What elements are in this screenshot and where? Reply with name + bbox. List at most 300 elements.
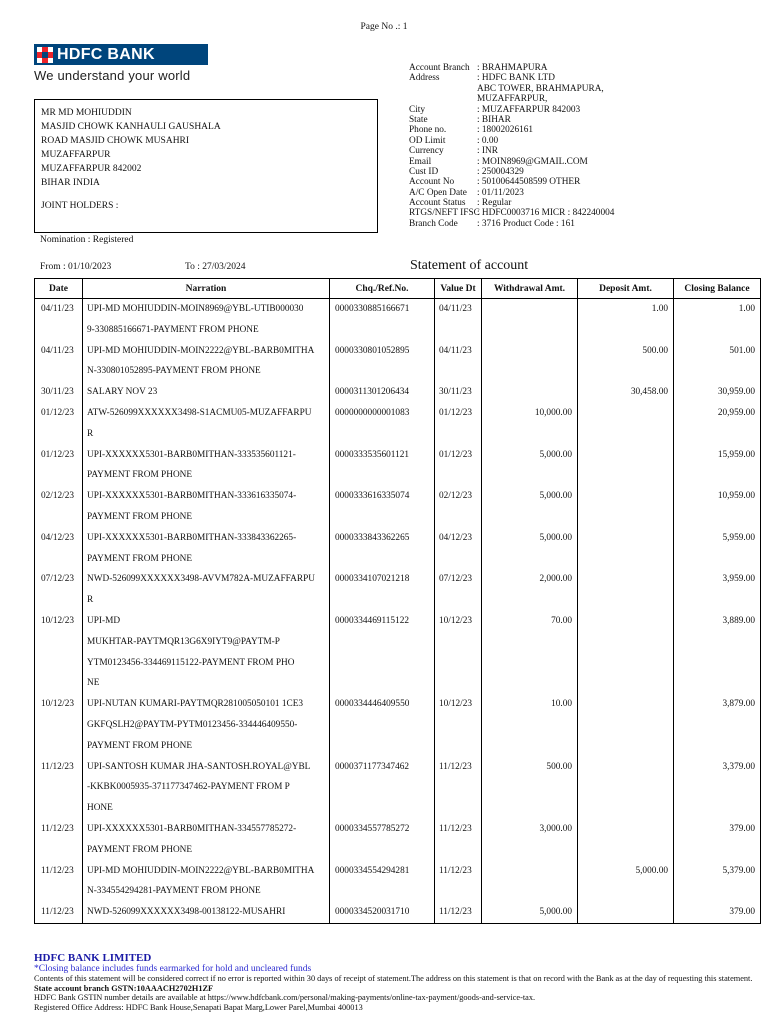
statement-period: [40, 262, 380, 272]
cell-ref-text: 0000330801052895: [335, 345, 410, 356]
cell-ref: [330, 486, 435, 528]
narration-line: UPI-XXXXXX5301-BARB0MITHAN-333535601121-: [87, 449, 296, 460]
narration-line: N-330801052895-PAYMENT FROM PHONE: [87, 366, 261, 377]
cell-withdrawal: [482, 299, 578, 341]
cell-deposit: [578, 299, 674, 341]
cell-withdrawal-text: [482, 382, 577, 403]
cell-value-date-text: 11/12/23: [439, 761, 472, 772]
col-header-date: Date: [35, 279, 83, 299]
narration-line: NE: [87, 678, 100, 689]
cell-withdrawal: [482, 757, 578, 819]
footer-closing-note: *Closing balance includes funds earmarked for hold and uncleared funds: [34, 964, 312, 974]
narration-line: UPI-MD MOHIUDDIN-MOIN2222@YBL-BARB0MITHA: [87, 345, 315, 356]
narration-line: PAYMENT FROM PHONE: [87, 553, 193, 564]
narration-line: PAYMENT FROM PHONE: [87, 844, 193, 855]
account-info-row: [409, 167, 749, 177]
account-info-value: : BRAHMAPURA: [477, 63, 548, 73]
account-info-key: Account Branch: [409, 63, 470, 73]
customer-line: BIHAR INDIA: [41, 178, 100, 188]
cell-ref-text: 0000334557785272: [335, 823, 410, 834]
nomination-status: Nomination : Registered: [40, 235, 134, 245]
narration-line: UPI-XXXXXX5301-BARB0MITHAN-333843362265-: [87, 532, 297, 543]
col-header-value-date: Value Dt: [435, 279, 482, 299]
cell-date-text: 10/12/23: [41, 699, 75, 710]
cell-value-date-text: 04/12/23: [439, 532, 473, 543]
account-info-value: : Regular: [477, 198, 512, 209]
cell-balance: [674, 611, 761, 694]
transactions-table: [34, 278, 761, 924]
cell-withdrawal-text: 70.00: [551, 615, 572, 626]
transactions-body: [35, 299, 761, 924]
narration-line: UPI-MD: [87, 615, 121, 626]
table-row: [35, 694, 761, 756]
cell-withdrawal: [482, 902, 578, 923]
account-info-value: : 3716 Product Code : 161: [477, 218, 575, 229]
cell-ref-text: 0000311301206434: [335, 387, 410, 398]
account-info-row: [409, 105, 749, 115]
cell-date: [35, 611, 83, 694]
cell-withdrawal-text: [482, 299, 577, 320]
cell-value-date: [435, 611, 482, 694]
cell-deposit: [578, 569, 674, 611]
cell-narration: [83, 902, 330, 923]
cell-date-text: 02/12/23: [41, 491, 75, 502]
cell-balance: [674, 528, 761, 570]
narration-line: R: [87, 428, 94, 439]
cell-date-text: 30/11/23: [41, 387, 74, 398]
account-info-row: [409, 157, 749, 167]
cell-value-date-text: 04/11/23: [439, 304, 472, 314]
account-info-row: [409, 177, 749, 187]
cell-deposit-text: [578, 445, 673, 466]
account-info-key: Account No: [409, 177, 455, 188]
account-info-key: OD Limit: [409, 135, 446, 146]
bank-name: HDFC BANK: [57, 45, 155, 63]
cell-ref: [330, 902, 435, 923]
table-row: [35, 382, 761, 403]
cell-balance-text: 3,889.00: [722, 615, 755, 626]
cell-ref: [330, 569, 435, 611]
cell-ref-text: 0000334469115122: [335, 615, 410, 626]
footer-gstin-info: HDFC Bank GSTIN number details are available at https://www.hdfcbank.com/personal/making-payments/online-tax-payment/goods-and-service-tax.: [34, 993, 536, 1003]
account-info-key: Email: [409, 156, 432, 167]
account-info-value: MUZAFFARPUR,: [477, 94, 548, 105]
narration-line: NWD-526099XXXXXX3498-AVVM782A-MUZAFFARPU: [87, 574, 315, 585]
cell-ref: [330, 382, 435, 403]
cell-value-date: [435, 382, 482, 403]
customer-line: MUZAFFARPUR 842002: [41, 164, 142, 174]
cell-deposit: [578, 611, 674, 694]
cell-withdrawal-text: [482, 861, 577, 882]
bank-tagline: We understand your world: [34, 68, 191, 83]
narration-line: UPI-MD MOHIUDDIN-MOIN8969@YBL-UTIB000030: [87, 304, 304, 314]
account-info-key: Account Status: [409, 198, 466, 209]
cell-withdrawal-text: 500.00: [546, 761, 572, 772]
account-info-value: : HDFC0003716 MICR : 842240004: [477, 208, 615, 219]
cell-value-date-text: 01/12/23: [439, 449, 473, 460]
cell-balance-text: 501.00: [729, 345, 755, 356]
table-header-row: [35, 279, 761, 299]
cell-withdrawal-text: [482, 341, 577, 362]
customer-line: ROAD MASJID CHOWK MUSAHRI: [41, 136, 190, 146]
cell-ref-text: 0000333535601121: [335, 449, 410, 460]
cell-narration: [83, 694, 330, 756]
table-row: [35, 403, 761, 445]
account-info-value: : 18002026161: [477, 125, 534, 136]
cell-deposit: [578, 902, 674, 923]
statement-footer: [34, 952, 754, 1012]
cell-deposit-text: [578, 569, 673, 590]
cell-withdrawal: [482, 694, 578, 756]
cell-ref: [330, 694, 435, 756]
narration-line: PAYMENT FROM PHONE: [87, 740, 193, 751]
cell-date-text: 11/12/23: [41, 865, 74, 876]
narration-line: ATW-526099XXXXXX3498-S1ACMU05-MUZAFFARPU: [87, 407, 312, 418]
cell-withdrawal: [482, 341, 578, 383]
account-info-value: : MUZAFFARPUR 842003: [477, 104, 581, 115]
bank-logo: [34, 44, 208, 83]
page-number: Page No .: 1: [360, 22, 408, 32]
cell-deposit-text: [578, 694, 673, 715]
cell-withdrawal-text: 3,000.00: [539, 823, 572, 834]
hdfc-logo-icon: [37, 47, 53, 63]
cell-narration: [83, 819, 330, 861]
col-header-withdrawal: Withdrawal Amt.: [482, 279, 578, 299]
cell-deposit: [578, 819, 674, 861]
cell-deposit: [578, 445, 674, 487]
narration-line: PAYMENT FROM PHONE: [87, 511, 193, 522]
cell-date: [35, 528, 83, 570]
cell-deposit: [578, 486, 674, 528]
cell-narration: [83, 528, 330, 570]
cell-value-date-text: 30/11/23: [439, 387, 472, 398]
cell-narration: [83, 486, 330, 528]
account-info-value: ABC TOWER, BRAHMAPURA,: [477, 83, 604, 94]
table-row: [35, 341, 761, 383]
cell-withdrawal: [482, 569, 578, 611]
table-row: [35, 611, 761, 694]
cell-ref-text: 0000334107021218: [335, 574, 410, 585]
period-from: From : 01/10/2023: [40, 262, 112, 272]
narration-line: UPI-SANTOSH KUMAR JHA-SANTOSH.ROYAL@YBL: [87, 761, 311, 772]
table-row: [35, 486, 761, 528]
cell-balance: [674, 382, 761, 403]
cell-withdrawal-text: 5,000.00: [539, 449, 572, 460]
account-info-panel: [409, 63, 749, 229]
cell-ref: [330, 445, 435, 487]
account-info-key: Branch Code: [409, 218, 458, 229]
customer-address-box: [34, 99, 378, 233]
cell-balance: [674, 341, 761, 383]
cell-date-text: 01/12/23: [41, 449, 75, 460]
cell-deposit-text: [578, 403, 673, 424]
cell-value-date: [435, 341, 482, 383]
cell-balance-text: 379.00: [729, 823, 755, 834]
cell-value-date: [435, 486, 482, 528]
cell-date: [35, 861, 83, 903]
cell-value-date: [435, 902, 482, 923]
cell-narration: [83, 861, 330, 903]
cell-date: [35, 486, 83, 528]
cell-date: [35, 299, 83, 341]
account-info-row: [409, 125, 749, 135]
cell-withdrawal-text: 10.00: [551, 699, 572, 710]
account-info-row: [409, 146, 749, 156]
account-info-value: : 0.00: [477, 135, 499, 146]
col-header-balance: Closing Balance: [674, 279, 761, 299]
cell-date-text: 04/11/23: [41, 345, 74, 356]
cell-date-text: 11/12/23: [41, 761, 74, 772]
cell-ref: [330, 528, 435, 570]
cell-ref: [330, 341, 435, 383]
cell-deposit: [578, 694, 674, 756]
cell-date: [35, 569, 83, 611]
cell-date-text: 04/12/23: [41, 532, 75, 543]
cell-date: [35, 694, 83, 756]
cell-value-date: [435, 819, 482, 861]
cell-date-text: 07/12/23: [41, 574, 75, 585]
cell-ref-text: 0000371177347462: [335, 761, 410, 772]
narration-line: R: [87, 595, 94, 606]
cell-date-text: 11/12/23: [41, 907, 74, 918]
narration-line: MUKHTAR-PAYTMQR13G6X9IYT9@PAYTM-P: [87, 636, 280, 647]
cell-ref: [330, 611, 435, 694]
col-header-narration: Narration: [83, 279, 330, 299]
narration-line: 9-330885166671-PAYMENT FROM PHONE: [87, 324, 259, 335]
narration-line: YTM0123456-334469115122-PAYMENT FROM PHO: [87, 657, 295, 668]
cell-withdrawal: [482, 611, 578, 694]
account-info-key: Phone no.: [409, 125, 447, 136]
cell-value-date-text: 11/12/23: [439, 865, 472, 876]
cell-withdrawal: [482, 528, 578, 570]
cell-withdrawal-text: 2,000.00: [539, 574, 572, 585]
period-to: To : 27/03/2024: [185, 262, 246, 272]
cell-balance: [674, 757, 761, 819]
cell-balance-text: 20,959.00: [717, 407, 755, 418]
account-info-value: : BIHAR: [477, 114, 511, 125]
account-info-value: : 01/11/2023: [477, 187, 524, 198]
cell-ref: [330, 299, 435, 341]
cell-balance: [674, 819, 761, 861]
cell-deposit-text: [578, 757, 673, 778]
narration-line: UPI-NUTAN KUMARI-PAYTMQR281005050101 1CE3: [87, 699, 304, 710]
cell-ref: [330, 757, 435, 819]
cell-balance-text: 30,959.00: [717, 387, 755, 398]
cell-withdrawal: [482, 819, 578, 861]
cell-withdrawal: [482, 861, 578, 903]
cell-value-date-text: 10/12/23: [439, 615, 473, 626]
cell-withdrawal-text: 5,000.00: [539, 491, 572, 502]
cell-deposit-text: [578, 611, 673, 632]
cell-balance: [674, 445, 761, 487]
cell-value-date: [435, 403, 482, 445]
cell-deposit-text: 5,000.00: [635, 865, 668, 876]
cell-ref-text: 0000333843362265: [335, 532, 410, 543]
cell-balance: [674, 902, 761, 923]
table-row: [35, 445, 761, 487]
cell-value-date-text: 01/12/23: [439, 407, 473, 418]
cell-deposit-text: 30,458.00: [630, 387, 668, 398]
account-info-row: [409, 188, 749, 198]
narration-line: PAYMENT FROM PHONE: [87, 470, 193, 481]
cell-date: [35, 403, 83, 445]
cell-deposit: [578, 757, 674, 819]
cell-balance-text: 3,959.00: [722, 574, 755, 585]
cell-deposit: [578, 341, 674, 383]
cell-date-text: 11/12/23: [41, 823, 74, 834]
table-row: [35, 861, 761, 903]
cell-deposit-text: [578, 486, 673, 507]
footer-disclaimer: Contents of this statement will be considered correct if no error is reported within 30 days of receipt of statement.The address on this statement is that on record with the Bank as at the day of requesting this statement.: [34, 974, 753, 983]
cell-balance-text: 379.00: [729, 907, 755, 918]
cell-ref-text: 0000334446409550: [335, 699, 410, 710]
joint-holders-label: JOINT HOLDERS :: [41, 201, 119, 211]
customer-line: MUZAFFARPUR: [41, 150, 111, 160]
table-row: [35, 757, 761, 819]
account-info-value: : 250004329: [477, 166, 524, 177]
cell-date-text: 01/12/23: [41, 407, 75, 418]
cell-balance: [674, 403, 761, 445]
narration-line: GKFQSLH2@PAYTM-PYTM0123456-334446409550-: [87, 719, 298, 730]
cell-balance-text: 5,379.00: [722, 865, 755, 876]
cell-ref-text: 0000334554294281: [335, 865, 410, 876]
cell-ref-text: 0000334520031710: [335, 907, 410, 918]
customer-line: MASJID CHOWK KANHAULI GAUSHALA: [41, 122, 221, 132]
cell-balance-text: 5,959.00: [722, 532, 755, 543]
statement-title: Statement of account: [410, 258, 529, 273]
cell-deposit-text: [578, 819, 673, 840]
cell-deposit-text: [578, 528, 673, 549]
narration-line: UPI-MD MOHIUDDIN-MOIN2222@YBL-BARB0MITHA: [87, 865, 315, 876]
narration-line: SALARY NOV 23: [87, 387, 158, 398]
cell-ref: [330, 403, 435, 445]
cell-withdrawal: [482, 403, 578, 445]
cell-withdrawal-text: 5,000.00: [539, 532, 572, 543]
account-info-key: A/C Open Date: [409, 187, 467, 198]
cell-deposit-text: 1.00: [651, 304, 668, 314]
cell-value-date-text: 02/12/23: [439, 491, 473, 502]
cell-narration: [83, 299, 330, 341]
account-info-key: Cust ID: [409, 166, 439, 177]
account-info-key: Address: [409, 73, 440, 84]
cell-narration: [83, 757, 330, 819]
cell-value-date-text: 04/11/23: [439, 345, 472, 356]
cell-date: [35, 445, 83, 487]
table-row: [35, 299, 761, 341]
cell-value-date: [435, 861, 482, 903]
customer-line: MR MD MOHIUDDIN: [41, 108, 132, 118]
cell-balance: [674, 569, 761, 611]
cell-narration: [83, 382, 330, 403]
table-row: [35, 902, 761, 923]
cell-deposit: [578, 861, 674, 903]
cell-deposit: [578, 403, 674, 445]
cell-date: [35, 757, 83, 819]
cell-withdrawal: [482, 486, 578, 528]
cell-withdrawal-text: 10,000.00: [534, 407, 572, 418]
account-info-value: : HDFC BANK LTD: [477, 73, 555, 84]
narration-line: NWD-526099XXXXXX3498-00138122-MUSAHRI: [87, 907, 286, 918]
narration-line: UPI-XXXXXX5301-BARB0MITHAN-333616335074-: [87, 491, 297, 502]
account-info-value: : MOIN8969@GMAIL.COM: [477, 156, 588, 167]
cell-balance-text: 3,879.00: [722, 699, 755, 710]
table-row: [35, 569, 761, 611]
footer-registered-office: Registered Office Address: HDFC Bank House,Senapati Bapat Marg,Lower Parel,Mumbai 400013: [34, 1002, 363, 1012]
account-info-value: : 50100644508599 OTHER: [477, 177, 581, 188]
table-row: [35, 819, 761, 861]
account-info-value: : INR: [477, 146, 498, 157]
cell-date: [35, 341, 83, 383]
cell-value-date: [435, 528, 482, 570]
account-info-row: [409, 219, 749, 229]
cell-balance-text: 1.00: [738, 304, 755, 314]
cell-ref: [330, 861, 435, 903]
cell-ref-text: 0000333616335074: [335, 491, 410, 502]
account-info-row: [409, 73, 749, 83]
table-row: [35, 528, 761, 570]
cell-value-date-text: 11/12/23: [439, 823, 472, 834]
cell-date: [35, 382, 83, 403]
cell-deposit-text: [578, 902, 673, 923]
cell-balance-text: 15,959.00: [717, 449, 755, 460]
footer-bank-name: HDFC BANK LIMITED: [34, 952, 152, 964]
cell-value-date-text: 10/12/23: [439, 699, 473, 710]
account-info-key: City: [409, 104, 426, 115]
cell-balance-text: 10,959.00: [717, 491, 755, 502]
cell-withdrawal: [482, 445, 578, 487]
cell-deposit-text: 500.00: [642, 345, 668, 356]
col-header-ref: Chq./Ref.No.: [330, 279, 435, 299]
cell-ref: [330, 819, 435, 861]
cell-balance-text: 3,379.00: [722, 761, 755, 772]
account-info-row: [409, 208, 749, 218]
footer-gstin: State account branch GSTN:10AAACH2702H1ZF: [34, 983, 214, 993]
cell-balance: [674, 694, 761, 756]
cell-value-date-text: 11/12/23: [439, 907, 472, 918]
account-info-row: [409, 115, 749, 125]
cell-value-date: [435, 569, 482, 611]
cell-narration: [83, 403, 330, 445]
narration-line: UPI-XXXXXX5301-BARB0MITHAN-334557785272-: [87, 823, 297, 834]
account-info-row: [409, 84, 749, 94]
cell-narration: [83, 611, 330, 694]
cell-date-text: 04/11/23: [41, 304, 74, 314]
cell-balance: [674, 861, 761, 903]
cell-withdrawal-text: 5,000.00: [539, 907, 572, 918]
cell-date-text: 10/12/23: [41, 615, 75, 626]
account-info-key: Currency: [409, 146, 444, 157]
narration-line: HONE: [87, 803, 113, 814]
col-header-deposit: Deposit Amt.: [578, 279, 674, 299]
cell-value-date: [435, 694, 482, 756]
narration-line: N-334554294281-PAYMENT FROM PHONE: [87, 886, 261, 897]
cell-narration: [83, 445, 330, 487]
account-info-key: State: [409, 114, 428, 125]
cell-date: [35, 819, 83, 861]
cell-balance: [674, 486, 761, 528]
cell-narration: [83, 569, 330, 611]
account-info-row: [409, 198, 749, 208]
cell-value-date: [435, 757, 482, 819]
cell-deposit: [578, 528, 674, 570]
cell-ref-text: 0000330885166671: [335, 304, 410, 314]
account-info-row: [409, 94, 749, 104]
account-info-row: [409, 136, 749, 146]
account-info-row: [409, 63, 749, 73]
cell-withdrawal: [482, 382, 578, 403]
account-info-key: RTGS/NEFT IFSC: [409, 208, 480, 219]
cell-value-date-text: 07/12/23: [439, 574, 473, 585]
